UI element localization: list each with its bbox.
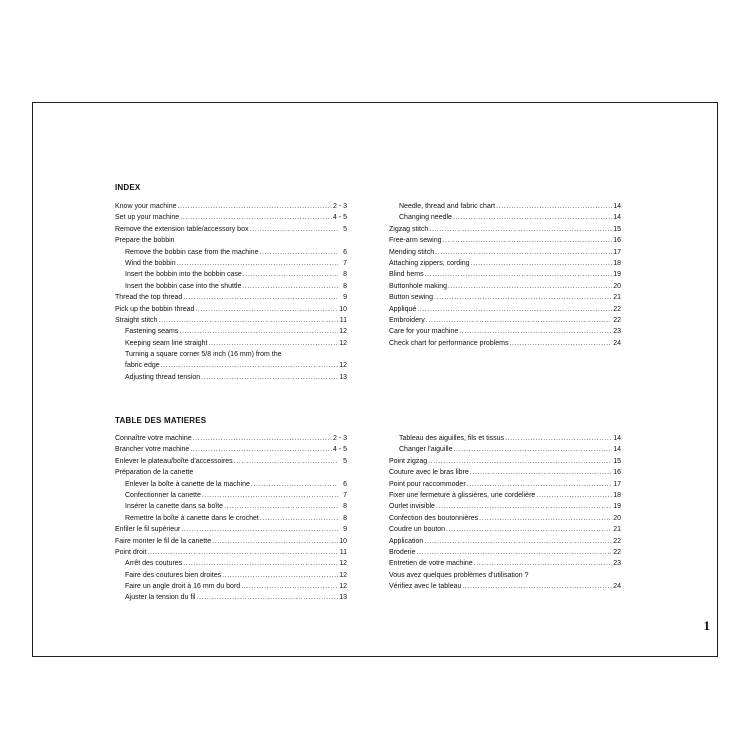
toc-entry-page: 15 <box>613 225 621 233</box>
toc-entry-title: Check chart for performance problems <box>389 339 509 347</box>
toc-entry-title: Adjusting thread tension <box>125 373 201 381</box>
toc-entry <box>389 467 621 478</box>
toc-entry <box>389 570 621 581</box>
toc-entry <box>115 592 347 603</box>
dot-leader <box>474 558 612 569</box>
toc-entry <box>115 269 347 280</box>
toc-entry-title: Free-arm sewing <box>389 237 442 245</box>
toc-entry-page: 5 <box>343 457 347 465</box>
toc-entry-page: 4 - 5 <box>332 214 347 222</box>
toc-entry-title: Thread the top thread <box>115 294 183 302</box>
toc-entry <box>389 433 621 444</box>
toc-entry <box>115 212 347 223</box>
dot-leader <box>426 315 612 326</box>
toc-entry-title: Changer l'aiguille <box>399 446 453 454</box>
toc-entry-page: 11 <box>339 316 347 324</box>
toc-entry-page: 9 <box>343 294 347 302</box>
toc-entry <box>115 479 347 490</box>
dot-leader <box>443 235 612 246</box>
toc-entry-title: Faire monter le fil de la canette <box>115 537 212 545</box>
toc-entry-page: 22 <box>613 316 621 324</box>
toc-entry-page: 14 <box>613 446 621 454</box>
dot-leader <box>202 490 338 501</box>
toc-entry-title: Know your machine <box>115 202 177 210</box>
dot-leader <box>181 524 338 535</box>
toc-entry-page: 24 <box>613 339 621 347</box>
toc-entry-title: Pick up the bobbin thread <box>115 305 195 313</box>
toc-entry-page: 12 <box>339 583 347 591</box>
toc-entry-title: Mending stitch <box>389 248 435 256</box>
toc-entry <box>115 558 347 569</box>
dot-leader <box>448 281 612 292</box>
toc-entry-page: 19 <box>613 503 621 511</box>
toc-entry <box>389 524 621 535</box>
dot-leader <box>180 212 332 223</box>
toc-entry-title: Care for your machine <box>389 328 459 336</box>
toc-entry-page: 13 <box>339 594 347 602</box>
toc-entry <box>389 292 621 303</box>
toc-entry-title: Fastening seams <box>125 328 179 336</box>
toc-entry <box>389 281 621 292</box>
toc-entry-title: Buttonhole making <box>389 282 447 290</box>
toc-entry-page: 12 <box>339 328 347 336</box>
index-heading: INDEX <box>115 183 141 192</box>
toc-entry-title: Changing needle <box>399 214 452 222</box>
page-number: 1 <box>703 618 710 633</box>
dot-leader <box>435 247 612 258</box>
toc-entry-title: Enlever le plateau/boîte d'accessoires <box>115 457 233 465</box>
toc-entry-title: Couture avec le bras libre <box>389 469 469 477</box>
toc-entry-title: Straight stitch <box>115 316 158 324</box>
toc-entry-page: 8 <box>343 503 347 511</box>
toc-entry-title: Prepare the bobbin <box>115 237 175 245</box>
toc-entry-title: Vérifiez avec le tableau <box>389 583 462 591</box>
toc-entry <box>389 513 621 524</box>
toc-entry-page: 12 <box>339 571 347 579</box>
toc-entry <box>115 490 347 501</box>
toc-entry <box>115 456 347 467</box>
dot-leader <box>446 524 612 535</box>
toc-entry <box>115 349 347 360</box>
dot-leader <box>416 547 612 558</box>
toc-entry-page: 14 <box>613 202 621 210</box>
toc-entry-page: 23 <box>613 328 621 336</box>
dot-leader <box>259 247 338 258</box>
toc-entry-title: Préparation de la canette <box>115 469 194 477</box>
toc-entry-title: Button sewing <box>389 294 433 302</box>
dot-leader <box>177 258 338 269</box>
toc-entry-page: 18 <box>613 259 621 267</box>
dot-leader <box>241 581 338 592</box>
toc-entry <box>115 524 347 535</box>
toc-entry <box>389 501 621 512</box>
dot-leader <box>467 479 612 490</box>
toc-entry-title: Entretien de votre machine <box>389 560 473 568</box>
toc-entry <box>389 338 621 349</box>
tdm-right-column <box>389 433 621 592</box>
toc-entry-title: Application <box>389 537 424 545</box>
toc-entry-title: Point pour raccommoder <box>389 480 466 488</box>
toc-entry <box>389 212 621 223</box>
toc-entry-title: Point droit <box>115 548 147 556</box>
toc-entry-page: 2 - 3 <box>332 434 347 442</box>
index-left-column <box>115 201 347 383</box>
toc-entry <box>115 281 347 292</box>
toc-entry <box>389 444 621 455</box>
toc-entry-page: 18 <box>613 491 621 499</box>
dot-leader <box>505 433 612 444</box>
toc-entry-page: 10 <box>339 537 347 545</box>
toc-entry <box>389 304 621 315</box>
toc-entry-title: Ajuster la tension du fil <box>125 594 196 602</box>
toc-entry-title: Remettre la boîte à canette dans le crochet <box>125 514 259 522</box>
toc-entry-page: 14 <box>613 434 621 442</box>
toc-entry <box>115 258 347 269</box>
toc-entry-page: 20 <box>613 514 621 522</box>
toc-entry-title: Attaching zippers, cording <box>389 259 470 267</box>
toc-entry <box>115 201 347 212</box>
toc-entry-title: Needle, thread and fabric chart <box>399 202 496 210</box>
dot-leader <box>212 536 338 547</box>
dot-leader <box>462 581 612 592</box>
dot-leader <box>209 338 339 349</box>
dot-leader <box>479 513 612 524</box>
manual-page <box>32 102 718 657</box>
toc-entry <box>115 224 347 235</box>
toc-entry <box>389 581 621 592</box>
toc-entry-page: 11 <box>339 548 347 556</box>
toc-entry <box>115 372 347 383</box>
dot-leader <box>193 433 332 444</box>
toc-entry-title: Coudre un bouton <box>389 526 446 534</box>
index-right-column <box>389 201 621 349</box>
toc-entry-title: Wind the bobbin <box>125 259 176 267</box>
dot-leader <box>183 292 338 303</box>
toc-entry-title: Fixer une fermeture à glissières, une cordelière <box>389 491 536 499</box>
toc-entry-title: Tableau des aiguilles, fils et tissus <box>399 434 505 442</box>
table-des-matieres-heading: TABLE DES MATIERES <box>115 416 207 425</box>
toc-entry <box>389 269 621 280</box>
dot-leader <box>417 304 612 315</box>
dot-leader <box>183 558 338 569</box>
toc-entry <box>389 201 621 212</box>
toc-entry-page: 22 <box>613 305 621 313</box>
toc-entry-title: Faire des coutures bien droites <box>125 571 222 579</box>
toc-entry-page: 5 <box>343 225 347 233</box>
dot-leader <box>158 315 338 326</box>
toc-entry <box>389 456 621 467</box>
toc-entry-page: 7 <box>343 491 347 499</box>
toc-entry-page: 4 - 5 <box>332 446 347 454</box>
dot-leader <box>459 326 612 337</box>
toc-entry-page: 12 <box>339 362 347 370</box>
dot-leader <box>260 513 338 524</box>
toc-entry <box>389 247 621 258</box>
toc-entry-title: Set up your machine <box>115 214 180 222</box>
toc-entry-page: 19 <box>613 271 621 279</box>
toc-entry <box>115 235 347 246</box>
dot-leader <box>201 372 338 383</box>
tdm-left-column <box>115 433 347 604</box>
toc-entry <box>115 360 347 371</box>
dot-leader <box>453 444 612 455</box>
toc-entry <box>115 247 347 258</box>
toc-entry-page: 17 <box>613 480 621 488</box>
dot-leader <box>249 224 338 235</box>
toc-entry <box>389 235 621 246</box>
toc-entry-page: 12 <box>339 339 347 347</box>
toc-entry-title: Insert the bobbin into the bobbin case <box>125 271 242 279</box>
toc-entry-title: Appliqué <box>389 305 417 313</box>
toc-entry-page: 6 <box>343 480 347 488</box>
toc-entry-page: 16 <box>613 469 621 477</box>
toc-entry-title: Blind hems <box>389 271 424 279</box>
dot-leader <box>434 292 612 303</box>
toc-entry-page: 10 <box>339 305 347 313</box>
toc-entry-title: Ourlet invisible <box>389 503 435 511</box>
toc-entry-page: 20 <box>613 282 621 290</box>
toc-entry <box>115 326 347 337</box>
toc-entry <box>389 479 621 490</box>
toc-entry-title: Connaître votre machine <box>115 434 192 442</box>
toc-entry <box>115 513 347 524</box>
toc-entry <box>389 558 621 569</box>
toc-entry-title: Enfiler le fil supérieur <box>115 526 181 534</box>
toc-entry-title: Turning a square corner 5/8 inch (16 mm) from the <box>125 351 282 359</box>
toc-entry <box>115 338 347 349</box>
dot-leader <box>179 326 338 337</box>
toc-entry-title: Insert the bobbin case into the shuttle <box>125 282 242 290</box>
toc-entry <box>115 501 347 512</box>
toc-entry <box>389 547 621 558</box>
dot-leader <box>429 224 612 235</box>
dot-leader <box>177 201 332 212</box>
toc-entry-title: Faire un angle droit à 16 mm du bord <box>125 583 241 591</box>
toc-entry-page: 21 <box>613 526 621 534</box>
dot-leader <box>242 281 338 292</box>
toc-entry-page: 15 <box>613 457 621 465</box>
dot-leader <box>424 536 612 547</box>
dot-leader <box>471 258 612 269</box>
toc-entry-title: fabric edge <box>125 362 160 370</box>
toc-entry-page: 23 <box>613 560 621 568</box>
toc-entry-title: Broderie <box>389 548 416 556</box>
toc-entry <box>389 258 621 269</box>
toc-entry <box>115 570 347 581</box>
toc-entry-page: 22 <box>613 548 621 556</box>
dot-leader <box>425 269 612 280</box>
toc-entry-title: Confection des boutonnières <box>389 514 479 522</box>
toc-entry-page: 12 <box>339 560 347 568</box>
toc-entry-page: 6 <box>343 248 347 256</box>
toc-entry-title: Confectionner la canette <box>125 491 201 499</box>
toc-entry <box>115 581 347 592</box>
dot-leader <box>251 479 338 490</box>
toc-entry-page: 16 <box>613 237 621 245</box>
toc-entry-title: Arrêt des coutures <box>125 560 183 568</box>
toc-entry <box>389 315 621 326</box>
dot-leader <box>436 501 612 512</box>
toc-entry <box>115 547 347 558</box>
dot-leader <box>243 269 338 280</box>
toc-entry-title: Keeping seam line straight <box>125 339 208 347</box>
toc-entry <box>115 292 347 303</box>
toc-entry-page: 17 <box>613 248 621 256</box>
toc-entry <box>115 467 347 478</box>
dot-leader <box>234 456 338 467</box>
dot-leader <box>509 338 612 349</box>
toc-entry-page: 2 - 3 <box>332 202 347 210</box>
dot-leader <box>224 501 338 512</box>
toc-entry-title: Embroidery <box>389 316 425 324</box>
toc-entry-page: 13 <box>339 373 347 381</box>
toc-entry-title: Point zigzag <box>389 457 428 465</box>
toc-entry <box>115 444 347 455</box>
dot-leader <box>470 467 612 478</box>
toc-entry-page: 7 <box>343 259 347 267</box>
toc-entry <box>389 326 621 337</box>
dot-leader <box>195 304 338 315</box>
toc-entry-page: 14 <box>613 214 621 222</box>
dot-leader <box>222 570 338 581</box>
toc-entry-title: Vous avez quelques problèmes d'utilisation ? <box>389 571 529 579</box>
toc-entry-title: Zigzag stitch <box>389 225 429 233</box>
dot-leader <box>148 547 338 558</box>
dot-leader <box>190 444 332 455</box>
toc-entry <box>389 490 621 501</box>
toc-entry-title: Remove the bobbin case from the machine <box>125 248 259 256</box>
toc-entry-page: 8 <box>343 514 347 522</box>
toc-entry <box>115 536 347 547</box>
toc-entry-page: 21 <box>613 294 621 302</box>
dot-leader <box>496 201 612 212</box>
dot-leader <box>453 212 612 223</box>
toc-entry <box>115 304 347 315</box>
dot-leader <box>196 592 338 603</box>
toc-entry-page: 22 <box>613 537 621 545</box>
toc-entry-page: 8 <box>343 271 347 279</box>
toc-entry <box>115 315 347 326</box>
toc-entry-title: Enlever la boîte à canette de la machine <box>125 480 250 488</box>
toc-entry <box>389 224 621 235</box>
toc-entry-page: 24 <box>613 583 621 591</box>
dot-leader <box>428 456 612 467</box>
toc-entry-title: Remove the extension table/accessory box <box>115 225 249 233</box>
toc-entry <box>115 433 347 444</box>
toc-entry-title: Insérer la canette dans sa boîte <box>125 503 224 511</box>
toc-entry-page: 9 <box>343 526 347 534</box>
toc-entry-page: 8 <box>343 282 347 290</box>
dot-leader <box>161 360 338 371</box>
toc-entry <box>389 536 621 547</box>
toc-entry-title: Brancher votre machine <box>115 446 190 454</box>
dot-leader <box>536 490 612 501</box>
